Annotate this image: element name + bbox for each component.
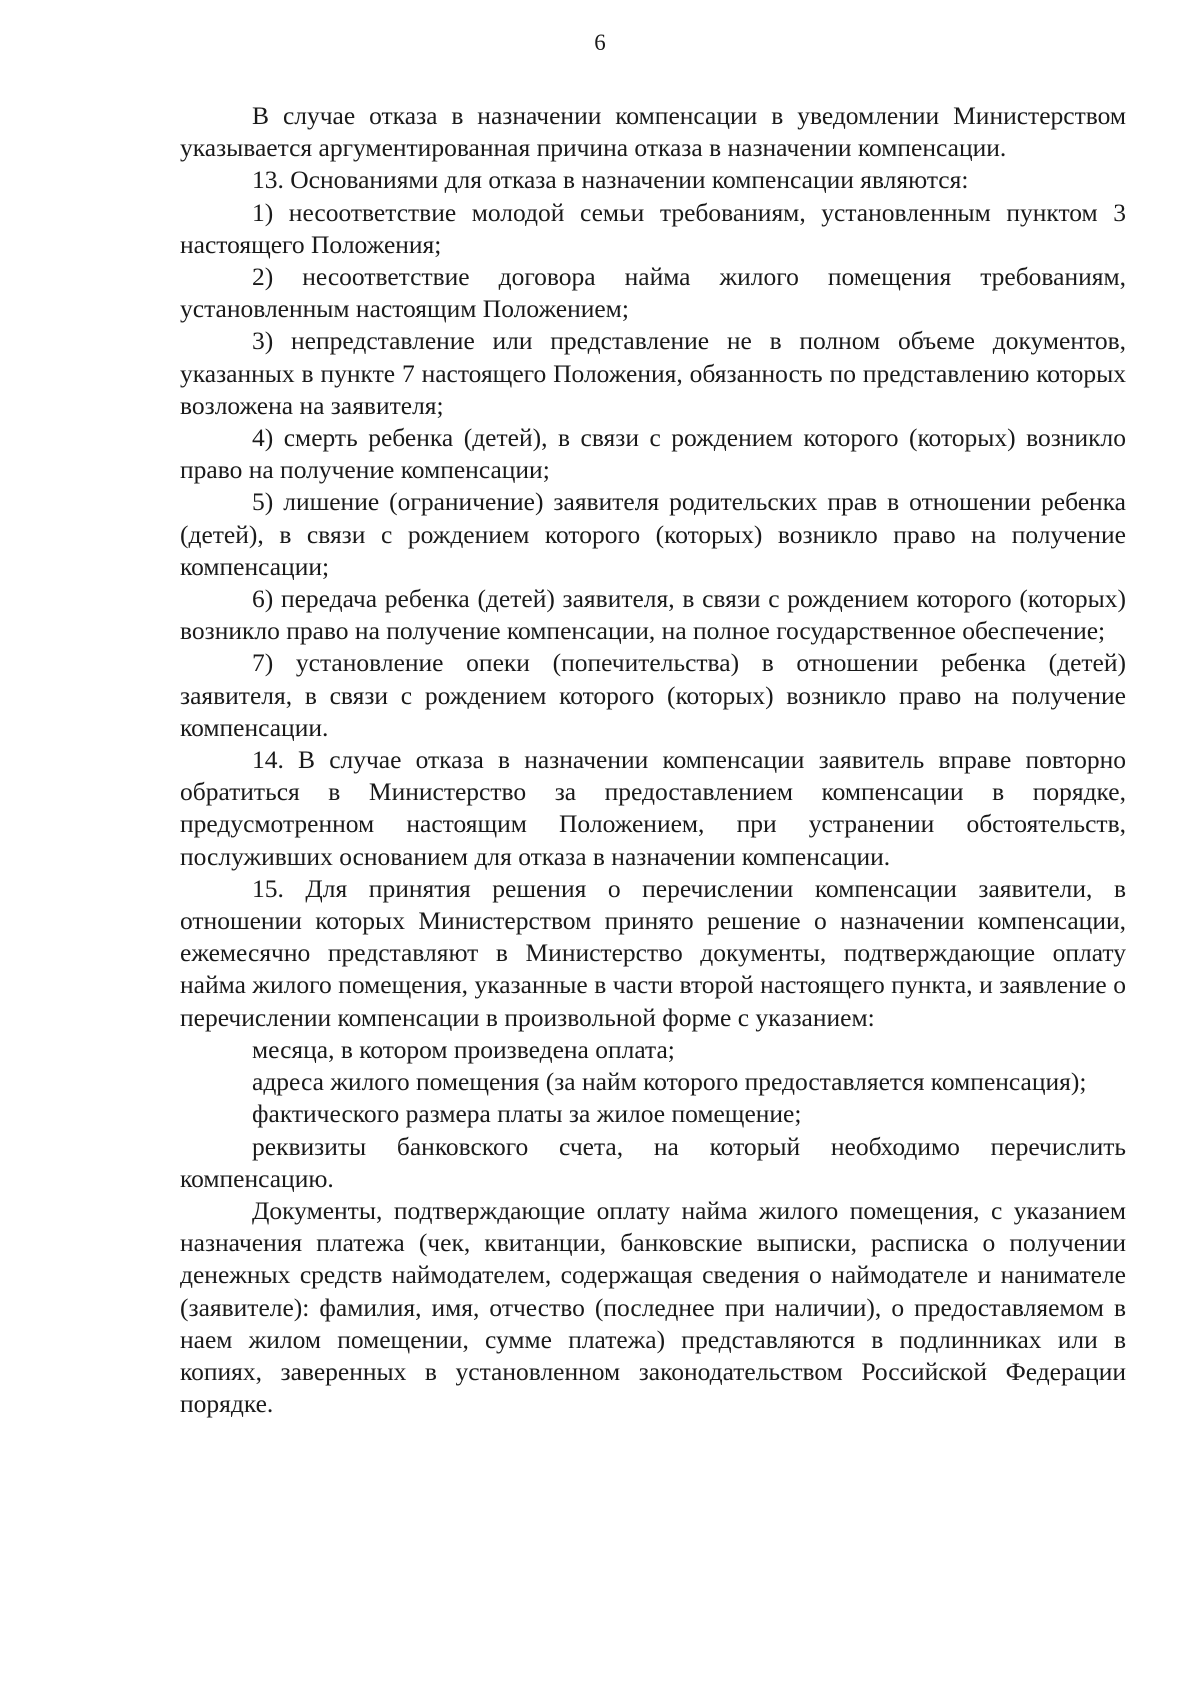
paragraph-13-heading: 13. Основаниями для отказа в назначении компенсации являются:	[252, 165, 969, 195]
paragraph-13-item-5: 5) лишение (ограничение) заявителя родительских прав в отношении ребенка (детей), в связи с рождением которого (которых) возникло право на получение компенсации;	[180, 487, 1126, 581]
paragraph-13-item-4: 4) смерть ребенка (детей), в связи с рождением которого (которых) возникло право на получение компенсации;	[180, 423, 1126, 485]
paragraph-refusal-notice: В случае отказа в назначении компенсации в уведомлении Министерством указывается аргументированная причина отказа в назначении компенсации.	[180, 101, 1126, 163]
paragraph-15: 15. Для принятия решения о перечислении компенсации заявители, в отношении которых Министерством принято решение о назначении компенсации, ежемесячно представляют в Министерство документы, подтверждающие оплату найма жилого помещения, указанные в части второй настоящего пункта, и заявление о перечислении компенсации в произвольной форме с указанием:	[180, 873, 1126, 1032]
paragraph-15-item-bank: реквизиты банковского счета, на который необходимо перечислить компенсацию.	[180, 1131, 1126, 1193]
paragraph-14: 14. В случае отказа в назначении компенсации заявитель вправе повторно обратиться в Министерство за предоставлением компенсации в порядке, предусмотренном настоящим Положением, при устранении обстоятельств, послуживших основанием для отказа в назначении компенсации.	[180, 745, 1126, 871]
paragraph-15-item-month: месяца, в котором произведена оплата;	[252, 1034, 675, 1064]
paragraph-13-item-1: 1) несоответствие молодой семьи требованиям, установленным пунктом 3 настоящего Положения;	[180, 197, 1126, 259]
document-body	[180, 100, 1126, 1420]
paragraph-documents: Документы, подтверждающие оплату найма жилого помещения, с указанием назначения платежа (чек, квитанции, банковские выписки, расписка о получении денежных средств наймодателем, содержащая сведения о наймодателе и нанимателе (заявителе): фамилия, имя, отчество (последнее при наличии), о предоставляемом в наем жилом помещении, сумме платежа) представляются в подлинниках или в копиях, заверенных в установленном законодательством Российской Федерации порядке.	[180, 1195, 1126, 1419]
paragraph-13-item-3: 3) непредставление или представление не в полном объеме документов, указанных в пункте 7 настоящего Положения, обязанность по представлению которых возложена на заявителя;	[180, 326, 1126, 420]
paragraph-13-item-2: 2) несоответствие договора найма жилого помещения требованиям, установленным настоящим Положением;	[180, 262, 1126, 324]
paragraph-15-item-address: адреса жилого помещения (за найм которого предоставляется компенсация);	[252, 1067, 1087, 1097]
paragraph-13-item-6: 6) передача ребенка (детей) заявителя, в связи с рождением которого (которых) возникло право на получение компенсации, на полное государственное обеспечение;	[180, 584, 1126, 646]
paragraph-13-item-7: 7) установление опеки (попечительства) в отношении ребенка (детей) заявителя, в связи с рождением которого (которых) возникло право на получение компенсации.	[180, 648, 1126, 742]
page-number: 6	[594, 30, 606, 55]
paragraph-15-item-payment: фактического размера платы за жилое помещение;	[252, 1099, 802, 1129]
